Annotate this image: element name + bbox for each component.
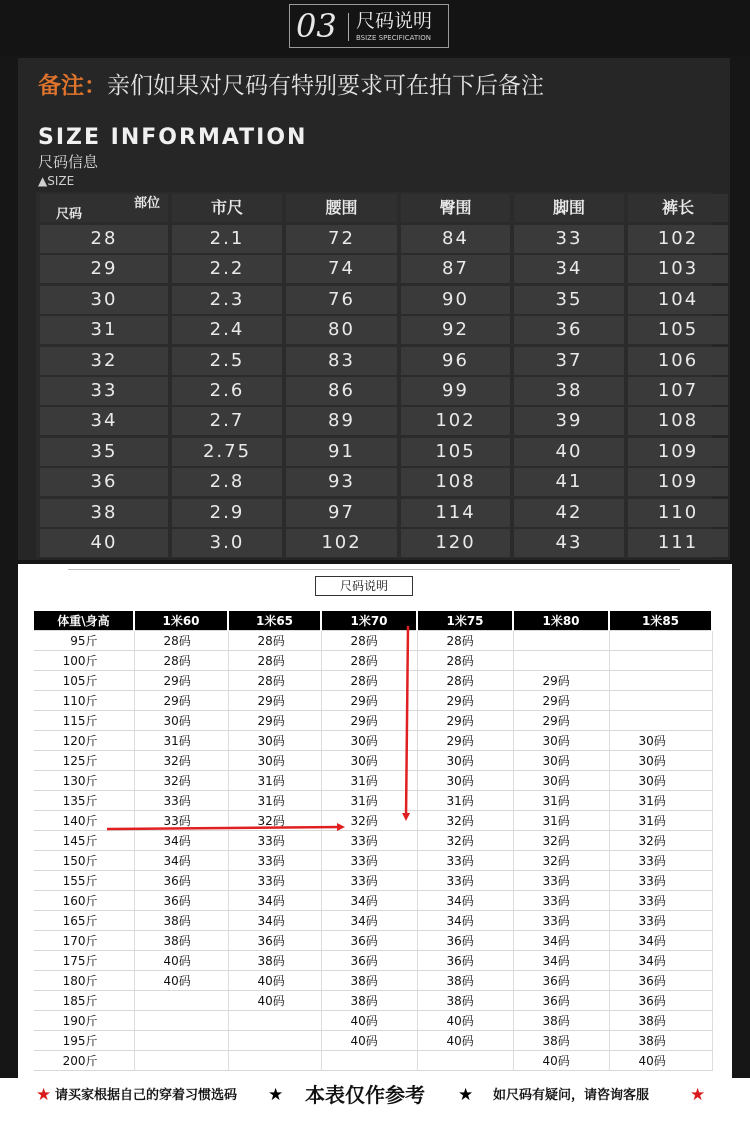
size-cell: 33码 [134, 791, 228, 811]
size-cell: 32 [40, 347, 168, 375]
weight-cell: 140斤 [34, 811, 134, 831]
size-cell: 29码 [417, 711, 513, 731]
measure-cell: 37 [514, 347, 624, 375]
size-cell: 40 [40, 529, 168, 557]
measure-cell: 76 [286, 286, 397, 314]
measure-cell: 87 [401, 255, 510, 283]
table-row [36, 529, 712, 559]
size-cell: 33码 [609, 911, 712, 931]
measure-cell: 36 [514, 316, 624, 344]
star-icon: ★ [268, 1085, 284, 1105]
size-cell: 36码 [417, 951, 513, 971]
size-cell: 34码 [228, 891, 321, 911]
star-icon: ★ [36, 1085, 52, 1105]
size-cell: 28码 [417, 671, 513, 691]
measure-cell: 111 [628, 529, 728, 557]
size-cell: 31码 [321, 791, 417, 811]
size-cell: 40码 [228, 971, 321, 991]
weight-cell: 125斤 [34, 751, 134, 771]
size-cell: 30码 [134, 711, 228, 731]
measure-cell: 110 [628, 499, 728, 527]
size-cell: 32码 [513, 851, 609, 871]
weight-cell: 195斤 [34, 1031, 134, 1051]
measure-cell: 108 [628, 407, 728, 435]
measure-cell: 2.3 [172, 286, 282, 314]
star-icon: ★ [458, 1085, 474, 1105]
size-cell [609, 651, 712, 671]
table-row [34, 951, 712, 971]
measure-cell: 104 [628, 286, 728, 314]
table-row [36, 347, 712, 377]
height-header: 1米75 [417, 611, 513, 631]
size-cell: 34码 [321, 911, 417, 931]
size-cell: 29码 [417, 691, 513, 711]
size-cell [228, 1011, 321, 1031]
table-row [34, 871, 712, 891]
size-cell: 33码 [609, 871, 712, 891]
size-cell: 33码 [609, 891, 712, 911]
note-text: 亲们如果对尺码有特别要求可在拍下后备注 [107, 73, 544, 99]
weight-cell: 130斤 [34, 771, 134, 791]
size-cell: 33码 [228, 871, 321, 891]
measure-cell: 96 [401, 347, 510, 375]
size-cell: 28码 [134, 651, 228, 671]
measure-cell: 42 [514, 499, 624, 527]
size-cell: 29码 [513, 711, 609, 731]
size-cell: 30码 [417, 751, 513, 771]
measure-cell: 2.1 [172, 225, 282, 253]
size-cell: 32码 [321, 811, 417, 831]
measure-cell: 80 [286, 316, 397, 344]
size-cell: 34码 [134, 851, 228, 871]
measure-cell: 38 [514, 377, 624, 405]
table-row [34, 1051, 712, 1071]
measure-cell: 2.8 [172, 468, 282, 496]
size-cell: 33码 [228, 831, 321, 851]
size-recommend-panel [18, 564, 732, 1078]
measure-cell: 109 [628, 468, 728, 496]
size-cell: 38码 [228, 951, 321, 971]
measure-cell: 108 [401, 468, 510, 496]
size-cell: 28码 [228, 671, 321, 691]
table-row [34, 1031, 712, 1051]
table-row [34, 771, 712, 791]
table-row [36, 286, 712, 316]
size-cell: 33 [40, 377, 168, 405]
header-divider [348, 13, 349, 41]
weight-height-header: 体重\身高 [34, 611, 134, 631]
size-cell: 29码 [513, 671, 609, 691]
height-header: 1米80 [513, 611, 609, 631]
size-measure-table [36, 192, 712, 558]
size-table-header [36, 194, 712, 224]
size-cell: 30码 [609, 771, 712, 791]
height-header: 1米60 [134, 611, 228, 631]
size-cell: 29码 [417, 731, 513, 751]
weight-cell: 200斤 [34, 1051, 134, 1071]
measure-cell: 83 [286, 347, 397, 375]
table-row [36, 468, 712, 498]
measure-cell: 93 [286, 468, 397, 496]
measure-cell: 90 [401, 286, 510, 314]
size-cell: 28码 [321, 631, 417, 651]
size-cell [228, 1031, 321, 1051]
size-cell: 38码 [513, 1011, 609, 1031]
size-cell: 34码 [417, 911, 513, 931]
size-cell: 28码 [417, 651, 513, 671]
size-cell: 40码 [417, 1031, 513, 1051]
weight-cell: 160斤 [34, 891, 134, 911]
table-row [34, 931, 712, 951]
height-header: 1米85 [609, 611, 712, 631]
weight-cell: 150斤 [34, 851, 134, 871]
size-cell: 38码 [609, 1011, 712, 1031]
size-cell: 34码 [513, 931, 609, 951]
table-row [34, 691, 712, 711]
size-cell: 38码 [134, 911, 228, 931]
measure-cell: 2.6 [172, 377, 282, 405]
section-title: 尺码说明 [356, 10, 433, 32]
measure-cell: 2.2 [172, 255, 282, 283]
size-cell: 30码 [513, 751, 609, 771]
size-cell [134, 991, 228, 1011]
size-info-title-en: SIZE INFORMATION [38, 125, 308, 150]
table-row [36, 377, 712, 407]
header-badge [289, 4, 449, 48]
table-row [34, 811, 712, 831]
size-cell: 30码 [513, 771, 609, 791]
table-row [34, 991, 712, 1011]
size-cell: 30码 [321, 751, 417, 771]
size-cell [513, 651, 609, 671]
measure-cell: 2.5 [172, 347, 282, 375]
measure-cell: 102 [401, 407, 510, 435]
measure-cell: 102 [628, 225, 728, 253]
weight-cell: 110斤 [34, 691, 134, 711]
size-cell: 32码 [134, 771, 228, 791]
size-cell: 29码 [228, 711, 321, 731]
size-cell: 33码 [321, 871, 417, 891]
table-row [34, 911, 712, 931]
size-cell: 40码 [609, 1051, 712, 1071]
size-cell: 32码 [228, 811, 321, 831]
size-cell: 38码 [513, 1031, 609, 1051]
size-cell: 31码 [228, 791, 321, 811]
size-cell: 28码 [417, 631, 513, 651]
size-cell: 30码 [417, 771, 513, 791]
measure-cell: 33 [514, 225, 624, 253]
size-cell: 31码 [417, 791, 513, 811]
size-cell: 38码 [134, 931, 228, 951]
size-cell: 30码 [513, 731, 609, 751]
column-header: 市尺 [172, 194, 282, 222]
size-cell: 30码 [228, 731, 321, 751]
column-header: 脚围 [514, 194, 624, 222]
size-cell: 36码 [417, 931, 513, 951]
measure-cell: 109 [628, 438, 728, 466]
size-cell: 34码 [609, 951, 712, 971]
section-number: 03 [296, 7, 337, 45]
measure-cell: 43 [514, 529, 624, 557]
table-row [34, 631, 712, 651]
size-cell: 33码 [609, 851, 712, 871]
size-cell: 34码 [609, 931, 712, 951]
measure-cell: 41 [514, 468, 624, 496]
height-header: 1米70 [321, 611, 417, 631]
weight-cell: 145斤 [34, 831, 134, 851]
size-cell: 34码 [134, 831, 228, 851]
corner-cell [40, 194, 168, 222]
size-cell: 29码 [228, 691, 321, 711]
size-cell: 36码 [609, 991, 712, 1011]
height-header: 1米65 [228, 611, 321, 631]
size-cell: 36码 [134, 891, 228, 911]
size-cell: 28码 [228, 651, 321, 671]
table-row [34, 1011, 712, 1031]
size-cell: 34码 [228, 911, 321, 931]
size-cell: 28码 [321, 651, 417, 671]
size-cell [134, 1051, 228, 1071]
footer-notice [0, 1078, 750, 1122]
size-cell: 34码 [513, 951, 609, 971]
corner-label-size: 尺码 [56, 207, 83, 222]
size-cell: 31码 [609, 791, 712, 811]
size-cell: 28码 [321, 671, 417, 691]
size-cell: 38码 [321, 971, 417, 991]
table-row [34, 791, 712, 811]
size-cell: 40码 [228, 991, 321, 1011]
size-cell: 40码 [321, 1031, 417, 1051]
size-cell: 36码 [513, 991, 609, 1011]
measure-cell: 89 [286, 407, 397, 435]
measure-cell: 105 [401, 438, 510, 466]
panel-divider [68, 569, 680, 570]
measure-cell: 2.9 [172, 499, 282, 527]
size-cell: 33码 [321, 851, 417, 871]
size-cell: 28 [40, 225, 168, 253]
size-cell: 33码 [513, 891, 609, 911]
size-cell: 32码 [417, 811, 513, 831]
size-cell: 35 [40, 438, 168, 466]
table-row [34, 831, 712, 851]
weight-cell: 175斤 [34, 951, 134, 971]
size-cell: 31 [40, 316, 168, 344]
size-cell: 30码 [321, 731, 417, 751]
table-row [36, 438, 712, 468]
weight-cell: 190斤 [34, 1011, 134, 1031]
measure-cell: 86 [286, 377, 397, 405]
size-cell [321, 1051, 417, 1071]
size-cell [609, 711, 712, 731]
measure-cell: 107 [628, 377, 728, 405]
size-cell: 36码 [321, 931, 417, 951]
weight-cell: 180斤 [34, 971, 134, 991]
size-cell [417, 1051, 513, 1071]
measure-cell: 3.0 [172, 529, 282, 557]
size-cell: 36码 [609, 971, 712, 991]
measure-cell: 40 [514, 438, 624, 466]
size-cell: 34码 [321, 891, 417, 911]
size-cell: 32码 [513, 831, 609, 851]
size-cell: 31码 [513, 811, 609, 831]
chart-title: 尺码说明 [315, 576, 413, 596]
size-cell: 28码 [228, 631, 321, 651]
weight-cell: 135斤 [34, 791, 134, 811]
size-cell: 31码 [609, 811, 712, 831]
size-cell: 30码 [609, 751, 712, 771]
column-header: 臀围 [401, 194, 510, 222]
star-icon: ★ [690, 1085, 706, 1105]
weight-cell: 185斤 [34, 991, 134, 1011]
weight-cell: 170斤 [34, 931, 134, 951]
measure-cell: 2.7 [172, 407, 282, 435]
size-cell [609, 631, 712, 651]
measure-cell: 84 [401, 225, 510, 253]
table-row [36, 255, 712, 285]
table-row [36, 407, 712, 437]
size-cell [513, 631, 609, 651]
measure-cell: 97 [286, 499, 397, 527]
size-cell: 34 [40, 407, 168, 435]
table-row [34, 731, 712, 751]
size-cell: 40码 [417, 1011, 513, 1031]
footer-left-text: 请买家根据自己的穿着习惯选码 [55, 1088, 238, 1103]
size-cell: 33码 [321, 831, 417, 851]
size-cell: 29码 [134, 671, 228, 691]
size-cell: 33码 [417, 871, 513, 891]
size-cell: 33码 [513, 911, 609, 931]
size-cell: 31码 [228, 771, 321, 791]
weight-cell: 120斤 [34, 731, 134, 751]
size-cell: 29码 [513, 691, 609, 711]
size-tag: ▲SIZE [38, 174, 75, 188]
measure-cell: 99 [401, 377, 510, 405]
size-cell: 36码 [513, 971, 609, 991]
size-cell: 28码 [134, 631, 228, 651]
weight-cell: 100斤 [34, 651, 134, 671]
measure-cell: 106 [628, 347, 728, 375]
weight-cell: 115斤 [34, 711, 134, 731]
weight-cell: 105斤 [34, 671, 134, 691]
footer-right-text: 如尺码有疑问，请咨询客服 [493, 1088, 650, 1103]
size-cell: 30 [40, 286, 168, 314]
table-row [34, 711, 712, 731]
table-row [36, 225, 712, 255]
size-cell: 31码 [321, 771, 417, 791]
column-header: 腰围 [286, 194, 397, 222]
size-cell: 40码 [134, 971, 228, 991]
size-cell: 36码 [134, 871, 228, 891]
size-cell [134, 1031, 228, 1051]
chart-header-row [34, 611, 712, 631]
size-cell: 33码 [134, 811, 228, 831]
size-cell: 38 [40, 499, 168, 527]
measure-cell: 39 [514, 407, 624, 435]
table-row [34, 891, 712, 911]
measure-cell: 92 [401, 316, 510, 344]
weight-cell: 165斤 [34, 911, 134, 931]
size-cell: 32码 [609, 831, 712, 851]
table-row [36, 316, 712, 346]
size-cell: 29码 [321, 711, 417, 731]
weight-cell: 95斤 [34, 631, 134, 651]
size-cell: 38码 [609, 1031, 712, 1051]
size-info-panel [18, 58, 730, 560]
footer-middle-text: 本表仅作参考 [305, 1083, 425, 1107]
size-cell [609, 671, 712, 691]
size-cell: 38码 [417, 971, 513, 991]
size-cell: 29码 [321, 691, 417, 711]
size-cell [609, 691, 712, 711]
size-cell: 40码 [513, 1051, 609, 1071]
size-cell: 31码 [513, 791, 609, 811]
measure-cell: 114 [401, 499, 510, 527]
table-row [34, 971, 712, 991]
size-cell: 40码 [134, 951, 228, 971]
size-info-title-cn: 尺码信息 [38, 153, 99, 171]
size-cell: 32码 [134, 751, 228, 771]
measure-cell: 120 [401, 529, 510, 557]
size-cell: 32码 [417, 831, 513, 851]
size-cell: 33码 [417, 851, 513, 871]
size-cell: 36码 [321, 951, 417, 971]
measure-cell: 103 [628, 255, 728, 283]
measure-cell: 102 [286, 529, 397, 557]
column-header: 裤长 [628, 194, 728, 222]
measure-cell: 91 [286, 438, 397, 466]
size-cell: 36 [40, 468, 168, 496]
note-line [38, 72, 544, 100]
size-cell: 34码 [417, 891, 513, 911]
measure-cell: 105 [628, 316, 728, 344]
measure-cell: 2.4 [172, 316, 282, 344]
size-cell: 38码 [321, 991, 417, 1011]
page-header [0, 0, 750, 55]
measure-cell: 74 [286, 255, 397, 283]
size-cell [228, 1051, 321, 1071]
size-cell: 30码 [228, 751, 321, 771]
size-cell: 31码 [134, 731, 228, 751]
measure-cell: 35 [514, 286, 624, 314]
corner-label-part: 部位 [133, 196, 160, 211]
table-row [34, 751, 712, 771]
note-label: 备注： [38, 73, 107, 99]
size-cell: 33码 [228, 851, 321, 871]
size-cell: 29 [40, 255, 168, 283]
height-weight-size-table [34, 611, 713, 1071]
size-cell: 38码 [417, 991, 513, 1011]
section-subtitle: BSIZE SPECIFICATION [356, 34, 431, 42]
table-row [34, 851, 712, 871]
measure-cell: 34 [514, 255, 624, 283]
measure-cell: 72 [286, 225, 397, 253]
size-cell: 30码 [609, 731, 712, 751]
size-cell [134, 1011, 228, 1031]
table-row [34, 651, 712, 671]
weight-cell: 155斤 [34, 871, 134, 891]
size-cell: 36码 [228, 931, 321, 951]
size-cell: 29码 [134, 691, 228, 711]
measure-cell: 2.75 [172, 438, 282, 466]
table-row [36, 499, 712, 529]
table-row [34, 671, 712, 691]
size-cell: 40码 [321, 1011, 417, 1031]
size-cell: 33码 [513, 871, 609, 891]
